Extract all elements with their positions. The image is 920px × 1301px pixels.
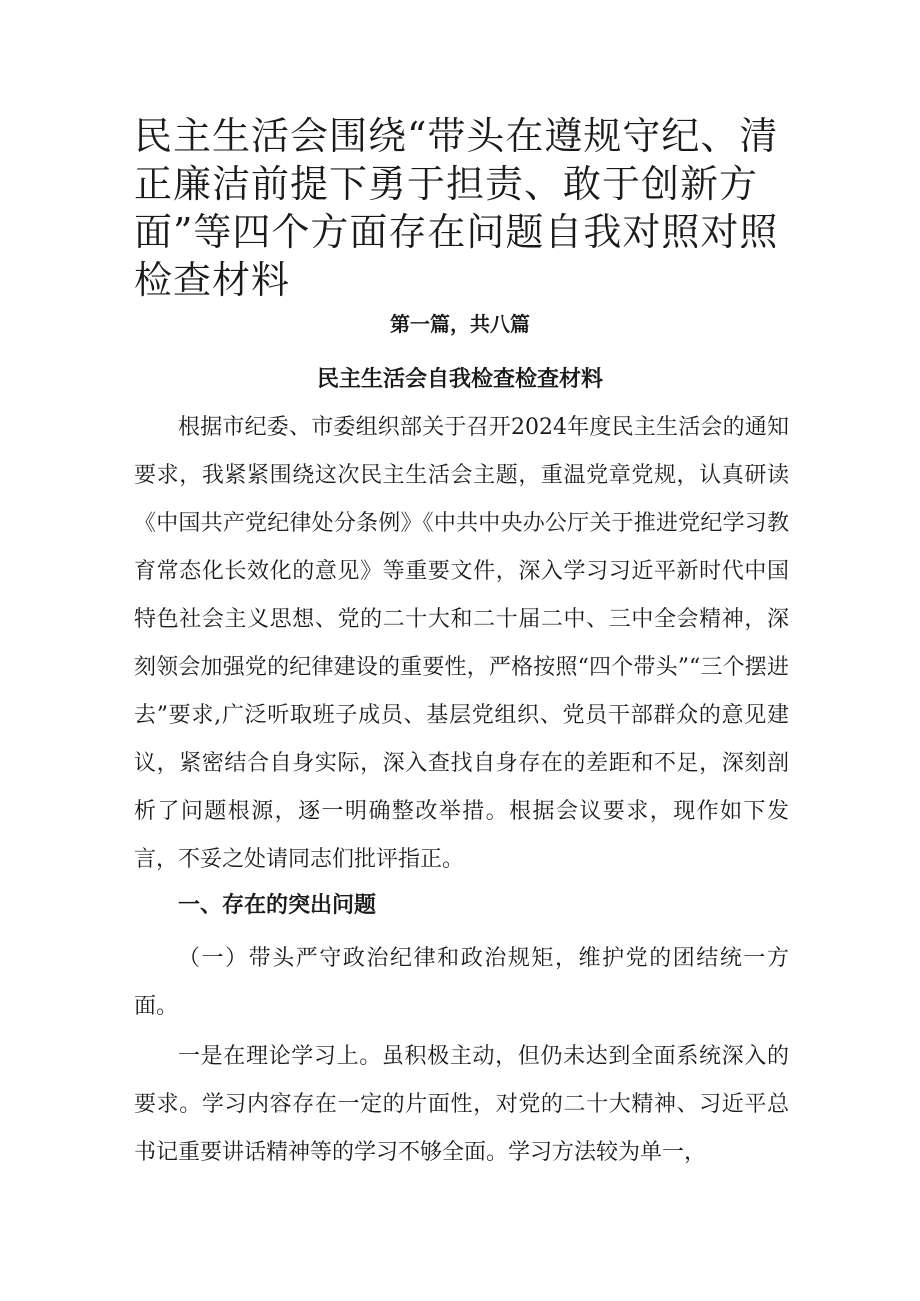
part-label: 第一篇，共八篇	[390, 312, 530, 336]
document-heading: 民主生活会自我检查检查材料	[316, 367, 603, 392]
intro-paragraph: 根据市纪委、市委组织部关于召开2024年度民主生活会的通知要求，我紧紧围绕这次民主生活会主题，重温党章党规，认真研读《中国共产党纪律处分条例》《中共中央办公厅关于推进党纪学习教育常态化长效化的意见》等重要文件，深入学习习近平新时代中国特色社会主义思想、党的二十大和二十届二中、三中全会精神，深刻领会加强党的纪律建设的重要性，严格按照“四个带头”“三个摆进去”要求,广泛听取班子成员、基层党组织、党员干部群众的意见建议，紧密结合自身实际，深入查找自身存在的差距和不足，深刻剖析了问题根源，逐一明确整改举措。根据会议要求，现作如下发言，不妥之处请同志们批评指正。	[134, 415, 789, 872]
document-title: 民主生活会围绕“带头在遵规守纪、清正廉洁前提下勇于担责、敢于创新方面”等四个方面存在问题自我对照对照检查材料	[134, 114, 779, 302]
section-heading: 一、存在的突出问题	[178, 893, 377, 918]
point-1-paragraph: （一）带头严守政治纪律和政治规矩，维护党的团结统一方面。	[134, 946, 789, 1019]
point-1-detail-paragraph: 一是在理论学习上。虽积极主动，但仍未达到全面系统深入的要求。学习内容存在一定的片面性，对党的二十大精神、习近平总书记重要讲话精神等的学习不够全面。学习方法较为单一，	[134, 1044, 789, 1165]
